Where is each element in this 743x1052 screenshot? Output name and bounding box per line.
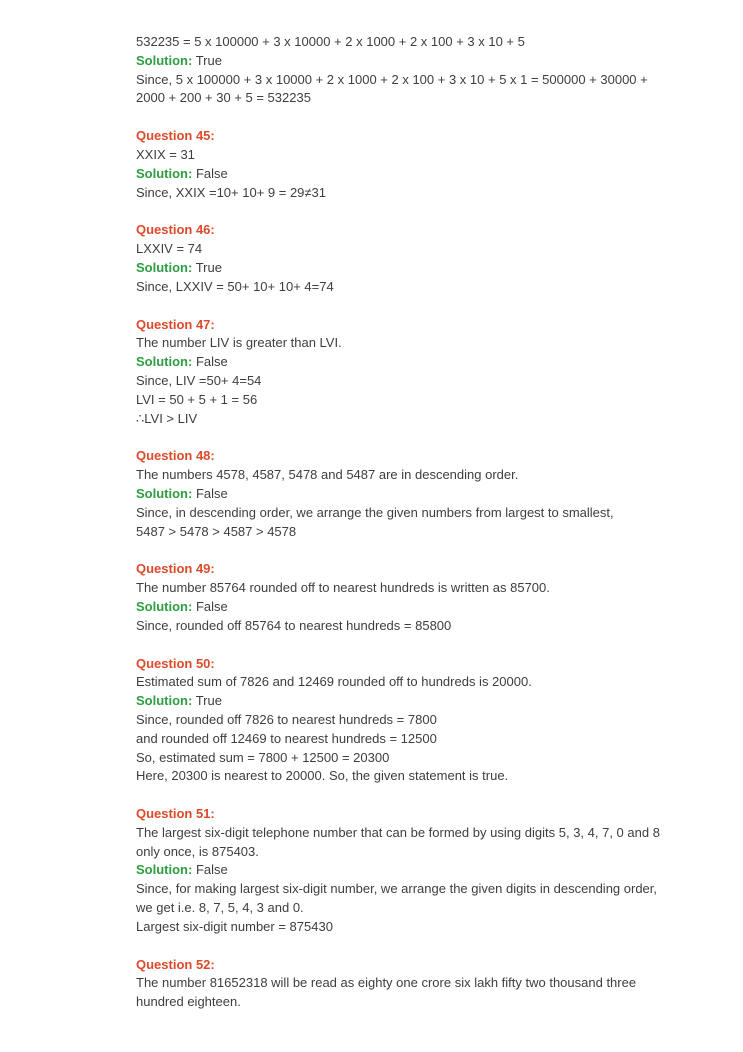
question-heading: Question 50:: [136, 655, 215, 671]
explanation-line: we get i.e. 8, 7, 5, 4, 3 and 0.: [136, 900, 304, 916]
solution-line: [136, 353, 656, 372]
explanation-line: Since, LIV =50+ 4=54: [136, 372, 262, 388]
explanation-line: So, estimated sum = 7800 + 12500 = 20300: [136, 749, 390, 765]
statement-line: The number 85764 rounded off to nearest hundreds is written as 85700.: [136, 580, 550, 596]
solution-value: True: [195, 259, 222, 275]
question-block-52: [136, 956, 656, 1012]
explanation-line: Since, rounded off 7826 to nearest hundreds = 7800: [136, 711, 437, 727]
question-block-46: [136, 221, 656, 296]
solution-label: Solution:: [136, 354, 193, 370]
solution-value: False: [195, 598, 228, 614]
question-block-50: [136, 655, 656, 787]
question-heading: Question 51:: [136, 806, 215, 822]
explanation-line: Here, 20300 is nearest to 20000. So, the given statement is true.: [136, 768, 509, 784]
explanation-line: ∴LVI > LIV: [136, 410, 198, 426]
question-heading: Question 46:: [136, 222, 215, 238]
question-heading: Question 49:: [136, 561, 215, 577]
question-heading: Question 48:: [136, 448, 215, 464]
statement-line: The numbers 4578, 4587, 5478 and 5487 are in descending order.: [136, 467, 519, 483]
solution-value: False: [195, 165, 228, 181]
answer-block-q44: [136, 33, 656, 108]
solution-value: False: [195, 485, 228, 501]
explanation-line: 2000 + 200 + 30 + 5 = 532235: [136, 90, 311, 106]
question-block-48: [136, 447, 656, 541]
solution-line: [136, 598, 656, 617]
explanation-line: Since, in descending order, we arrange the given numbers from largest to smallest,: [136, 504, 614, 520]
question-block-51: [136, 805, 660, 937]
question-block-49: [136, 560, 656, 635]
question-block-45: [136, 127, 656, 202]
solution-value: True: [195, 52, 222, 68]
statement-line: The largest six-digit telephone number that can be formed by using digits 5, 3, 4, 7, 0 and 8: [136, 824, 660, 840]
solution-label: Solution:: [136, 259, 193, 275]
explanation-line: and rounded off 12469 to nearest hundreds = 12500: [136, 730, 437, 746]
statement-line: The number LIV is greater than LVI.: [136, 335, 342, 351]
solution-line: [136, 259, 656, 278]
statement-line: 532235 = 5 x 100000 + 3 x 10000 + 2 x 1000 + 2 x 100 + 3 x 10 + 5: [136, 34, 525, 49]
statement-line: only once, is 875403.: [136, 843, 259, 859]
statement-line: XXIX = 31: [136, 146, 195, 162]
explanation-line: Since, XXIX =10+ 10+ 9 = 29≠31: [136, 184, 326, 200]
explanation-line: Since, rounded off 85764 to nearest hundreds = 85800: [136, 617, 452, 633]
statement-line: The number 81652318 will be read as eighty one crore six lakh fifty two thousand three: [136, 975, 637, 991]
solution-label: Solution:: [136, 862, 193, 878]
solution-label: Solution:: [136, 693, 193, 709]
explanation-line: Since, for making largest six-digit number, we arrange the given digits in descending order,: [136, 881, 658, 897]
question-heading: Question 52:: [136, 956, 215, 972]
solution-value: True: [195, 693, 222, 709]
statement-line: LXXIV = 74: [136, 241, 203, 257]
question-block-47: [136, 316, 656, 429]
explanation-line: Since, 5 x 100000 + 3 x 10000 + 2 x 1000 + 2 x 100 + 3 x 10 + 5 x 1 = 500000 + 30000 +: [136, 71, 648, 87]
solution-label: Solution:: [136, 52, 193, 68]
solution-label: Solution:: [136, 598, 193, 614]
statement-line: hundred eighteen.: [136, 994, 241, 1010]
solution-line: [136, 165, 656, 184]
explanation-line: LVI = 50 + 5 + 1 = 56: [136, 391, 258, 407]
question-heading: Question 45:: [136, 128, 215, 144]
solution-value: False: [195, 862, 228, 878]
statement-line: Estimated sum of 7826 and 12469 rounded off to hundreds is 20000.: [136, 674, 532, 690]
document-page: [136, 33, 660, 1012]
explanation-line: Largest six-digit number = 875430: [136, 918, 333, 934]
solution-line: [136, 52, 656, 71]
solution-label: Solution:: [136, 485, 193, 501]
question-heading: Question 47:: [136, 316, 215, 332]
solution-line: [136, 692, 656, 711]
solution-label: Solution:: [136, 165, 193, 181]
solution-value: False: [195, 354, 228, 370]
solution-line: [136, 485, 656, 504]
explanation-line: Since, LXXIV = 50+ 10+ 10+ 4=74: [136, 278, 334, 294]
solution-line: [136, 861, 656, 880]
explanation-line: 5487 > 5478 > 4587 > 4578: [136, 523, 297, 539]
